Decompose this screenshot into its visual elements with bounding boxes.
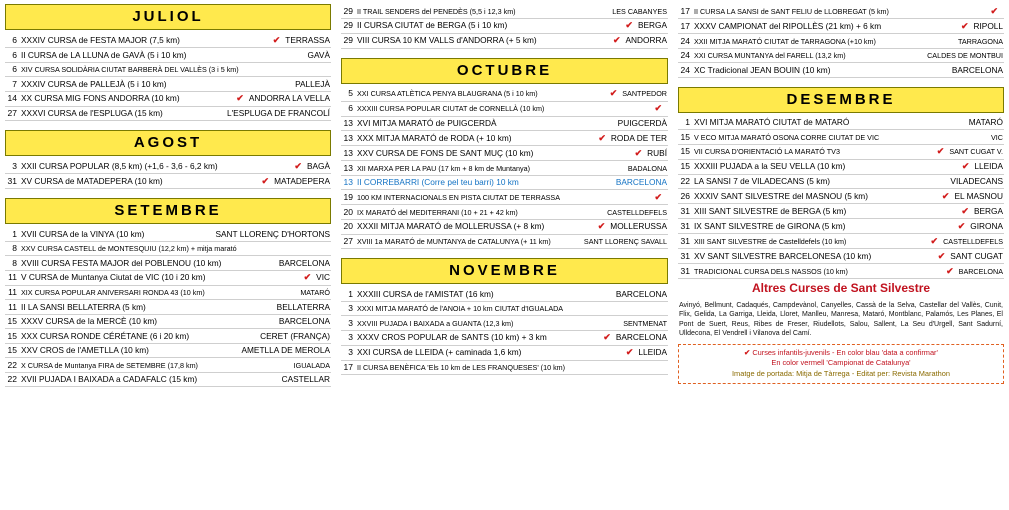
event-day: 3: [12, 160, 17, 171]
confirmed-tick-icon: ✔: [960, 20, 969, 31]
event-row[interactable]: [341, 346, 668, 361]
event-day: 5: [348, 88, 353, 98]
event-name: XXII MITJA MARATÓ CIUTAT de TARRAGONA (+10 km): [694, 36, 876, 46]
event-name: XXXIII PUJADA a la SEU VELLA (10 km): [694, 161, 846, 171]
event-name: XXVIII PUJADA I BAIXADA a GUANTA (12,3 km): [357, 318, 514, 328]
event-name: V CURSA de Muntanya Ciutat de VIC (10 i 20 km): [21, 272, 206, 282]
event-day: 20: [343, 206, 353, 217]
event-day: 31: [680, 205, 690, 216]
event-name: XVI MITJA MARATÓ de PUIGCERDÀ: [357, 118, 497, 128]
event-row[interactable]: [5, 48, 331, 63]
event-day: 11: [8, 272, 17, 282]
event-row[interactable]: [5, 227, 331, 242]
event-day: 3: [348, 332, 353, 342]
event-place: AMETLLA DE MEROLA: [241, 345, 330, 355]
event-day: 3: [348, 317, 353, 328]
event-place: BARCELONA: [615, 177, 667, 187]
event-row[interactable]: [341, 316, 668, 331]
event-name: XIII SANT SILVESTRE de BERGA (5 km): [694, 205, 847, 216]
event-place: BARCELONA: [278, 257, 330, 268]
event-name: XXI CURSA MUNTANYA del FARELL (13,2 km): [694, 51, 846, 60]
month-header-octubre: OCTUBRE: [341, 58, 668, 84]
event-day: 1: [12, 228, 17, 239]
event-name: XXXV CURSA de la MERCÈ (10 km): [21, 316, 158, 326]
column-3: [673, 0, 1009, 510]
confirmed-tick-icon: ✔: [634, 147, 643, 158]
event-place: CALDES DE MONTBUI: [927, 51, 1003, 60]
event-day: 6: [12, 49, 17, 60]
event-day: 15: [680, 146, 690, 156]
event-row[interactable]: [5, 77, 331, 92]
event-row[interactable]: [5, 33, 331, 48]
event-row[interactable]: [341, 331, 668, 346]
event-day: 27: [343, 236, 353, 246]
event-name: XX CURSA MIG FONS ANDORRA (10 km): [21, 93, 180, 103]
confirmed-tick-icon: ✔: [236, 93, 244, 103]
event-day: 6: [348, 103, 353, 113]
event-place: PUIGCERDÀ: [617, 118, 667, 128]
rows-octubre: [341, 87, 668, 250]
event-day: 3: [348, 303, 353, 313]
confirmed-tick-icon: ✔: [625, 347, 634, 357]
event-day: 22: [7, 374, 17, 384]
event-place: BARCELONA: [958, 266, 1003, 276]
event-day: 15: [680, 131, 690, 142]
event-place: RIPOLL: [973, 20, 1003, 31]
event-day: 13: [343, 132, 353, 143]
event-place: BARCELONA: [615, 288, 667, 299]
event-row[interactable]: [678, 49, 1004, 64]
section-header-altres-silvestre: Altres Curses de Sant Silvestre: [678, 279, 1004, 296]
event-name: XXII CURSA POPULAR (8,5 km) (+1,6 - 3,6 - 6,2 km): [21, 160, 218, 171]
event-day: 31: [680, 265, 690, 276]
event-row[interactable]: [678, 63, 1004, 78]
event-day: 29: [343, 5, 353, 16]
rows-novembre: [341, 287, 668, 375]
event-row[interactable]: [341, 161, 668, 176]
event-row[interactable]: [5, 256, 331, 271]
event-place: LES CABANYES: [612, 6, 667, 16]
event-name: II CORREBARRI (Corre pel teu barri) 10 km: [357, 177, 519, 187]
confirmed-tick-icon: ✔: [303, 272, 312, 282]
event-name: XXV CROS de l'AMETLLA (10 km): [21, 345, 149, 355]
event-day: 31: [680, 235, 690, 246]
confirmed-tick-icon: ✔: [654, 191, 662, 202]
event-name: XV SANT SILVESTRE BARCELONESA (10 km): [694, 250, 872, 261]
spacer: [341, 49, 668, 58]
event-row[interactable]: [5, 107, 331, 122]
column-2: [336, 0, 673, 510]
event-place: RUBÍ: [647, 147, 667, 158]
event-day: 29: [343, 20, 353, 30]
month-header-agost: AGOST: [5, 130, 331, 156]
event-place: L'ESPLUGA DE FRANCOLÍ: [226, 108, 330, 118]
event-day: 15: [7, 330, 17, 341]
rows-setembre-cont: [341, 4, 668, 49]
event-place: MATARÓ: [968, 117, 1003, 127]
event-day: 17: [343, 362, 353, 372]
event-name: XXX MITJA MARATÓ de RODA (+ 10 km): [357, 132, 512, 143]
legend-box: [678, 344, 1004, 385]
confirmed-tick-icon: ✔: [946, 265, 954, 276]
event-day: 14: [7, 93, 17, 103]
event-day: 22: [680, 176, 690, 186]
event-row[interactable]: [341, 302, 668, 317]
confirmed-tick-icon: ✔: [272, 34, 281, 45]
event-place: GIRONA: [970, 220, 1003, 231]
event-place: SANT LLORENÇ SAVALL: [583, 237, 667, 246]
altres-silvestre-text: Avinyó, Bellmunt, Cadaqués, Campdevànol, Canyelles, Cassà de la Selva, Castellar del Vallès, Cunit, Flix, Gelida, La Garriga, Lleida, Lloret, Manlleu, Manresa, Mataró, Montblanc, Palamós, Les Planes, El Pont de Suert, Reus, Ribes de Freser, Riudellots, Salou, Sallent, La Seu d'Urgell, Sant Sadurní, Ulldecona, El Vendrell i Vilanova del Camí.: [679, 302, 1003, 338]
event-name: XXXIV CURSA de FESTA MAJOR (7,5 km): [21, 34, 180, 45]
confirmed-tick-icon: ✔: [654, 103, 662, 113]
event-place: SENTMENAT: [623, 318, 667, 328]
event-place: BELLATERRA: [276, 301, 330, 312]
event-place: LLEIDA: [974, 161, 1003, 171]
event-row[interactable]: [5, 358, 331, 373]
event-place: MATADEPERA: [274, 175, 330, 186]
event-name: XXXIV CURSA de PALLEJÀ (5 i 10 km): [21, 78, 167, 89]
event-name: XIV CURSA SOLIDÀRIA CIUTAT BARBERÀ DEL VALLÈS (3 i 5 km): [21, 65, 239, 74]
event-place: SANT CUGAT V.: [949, 147, 1003, 156]
confirmed-tick-icon: ✔: [609, 88, 618, 98]
confirmed-tick-icon: ✔: [957, 220, 966, 231]
event-day: 13: [343, 118, 353, 128]
event-row[interactable]: [341, 117, 668, 132]
confirmed-tick-icon: ✔: [930, 235, 939, 246]
event-name: II CURSA BENÈFICA 'Els 10 km de LES FRANQUESES' (10 km): [357, 363, 566, 372]
event-day: 13: [343, 147, 353, 158]
confirmed-tick-icon: ✔: [744, 347, 751, 357]
event-row[interactable]: [341, 102, 668, 117]
event-day: 1: [348, 288, 353, 299]
confirmed-tick-icon: ✔: [936, 146, 945, 156]
event-row[interactable]: [678, 19, 1004, 34]
event-row[interactable]: [678, 175, 1004, 190]
event-place: SANT LLORENÇ D'HORTONS: [215, 228, 330, 239]
month-header-desembre: DESEMBRE: [678, 87, 1004, 113]
event-name: XXV CURSA CASTELL de MONTESQUIU (12,2 km) + mitja marató: [21, 244, 237, 253]
event-name: 100 KM INTERNACIONALS EN PISTA CIUTAT DE TERRASSA: [357, 192, 561, 202]
event-row[interactable]: [5, 92, 331, 107]
event-day: 3: [348, 347, 353, 357]
event-row[interactable]: [678, 189, 1004, 204]
event-row[interactable]: [678, 264, 1004, 279]
event-place: CASTELLDEFELS: [943, 236, 1003, 246]
event-row[interactable]: [678, 145, 1004, 160]
event-row[interactable]: [678, 204, 1004, 219]
event-day: 15: [7, 345, 17, 355]
event-place: BADALONA: [627, 163, 667, 173]
event-row[interactable]: [5, 242, 331, 257]
confirmed-tick-icon: ✔: [961, 161, 970, 171]
event-row[interactable]: [5, 344, 331, 359]
event-day: 27: [7, 108, 17, 118]
event-row[interactable]: [5, 159, 331, 174]
event-place: MOLLERUSSA: [610, 221, 667, 231]
confirmed-tick-icon: ✔: [941, 190, 950, 201]
event-row[interactable]: [5, 373, 331, 388]
event-place: SANT CUGAT: [950, 250, 1003, 261]
event-row[interactable]: [341, 19, 668, 34]
confirmed-tick-icon: ✔: [261, 175, 270, 186]
event-day: 15: [680, 161, 690, 171]
event-day: 11: [8, 287, 17, 297]
rows-agost: [5, 159, 331, 189]
event-place: TARRAGONA: [958, 36, 1003, 46]
legend-line-1-text: Curses infantils-juvenils - En color blau 'data a confirmar': [752, 347, 938, 357]
event-day: 22: [7, 359, 17, 370]
event-name: TRADICIONAL CURSA DELS NASSOS (10 km): [694, 266, 848, 276]
event-name: XII MARXA PER LA PAU (17 km + 8 km de Muntanya): [357, 163, 531, 173]
event-place: BERGA: [637, 20, 667, 30]
event-row[interactable]: [341, 4, 668, 19]
event-day: 19: [343, 191, 353, 202]
confirmed-tick-icon: ✔: [961, 205, 969, 216]
event-day: 8: [12, 257, 17, 268]
event-name: XIX CURSA POPULAR ANIVERSARI RONDA 43 (10 km): [21, 288, 205, 297]
event-day: 20: [343, 221, 353, 231]
event-name: X CURSA de Muntanya FIRA de SETEMBRE (17,8 km): [21, 360, 198, 370]
event-row[interactable]: [678, 34, 1004, 49]
event-row[interactable]: [341, 190, 668, 205]
event-row[interactable]: [341, 34, 668, 49]
event-day: 24: [680, 64, 690, 75]
event-name: IX MARATÓ del MEDITERRANI (10 + 21 + 42 km): [357, 207, 518, 217]
event-name: II TRAIL SENDERS del PENEDÈS (5,5 i 12,3 km): [357, 6, 516, 16]
month-header-novembre: NOVEMBRE: [341, 258, 668, 284]
event-name: XXI CURSA de LLEIDA (+ caminada 1,6 km): [357, 347, 522, 357]
legend-line-2: En color vermell 'Campionat de Catalunya': [771, 358, 911, 368]
event-place: TERRASSA: [285, 34, 330, 45]
event-row[interactable]: [341, 361, 668, 376]
event-row[interactable]: [341, 205, 668, 220]
event-place: RODA DE TER: [610, 132, 667, 143]
event-name: XVII PUJADA I BAIXADA a CADAFALC (15 km): [21, 374, 198, 384]
event-row[interactable]: [678, 116, 1004, 131]
event-day: 6: [12, 34, 17, 45]
event-day: 15: [7, 316, 17, 326]
event-day: 29: [343, 35, 353, 45]
event-day: 13: [343, 162, 353, 173]
event-place: CASTELLAR: [281, 374, 330, 384]
event-place: LLEIDA: [638, 347, 667, 357]
event-place: EL MASNOU: [954, 190, 1003, 201]
event-name: XXX CURSA RONDE CÉRÉTANE (6 i 20 km): [21, 330, 190, 341]
event-name: V ECO MITJA MARATÓ OSONA CORRE CIUTAT DE VIC: [694, 132, 880, 142]
event-day: 24: [680, 35, 690, 46]
event-place: VILADECANS: [950, 176, 1003, 186]
event-place: ANDORRA LA VELLA: [248, 93, 330, 103]
event-place: CERET (FRANÇA): [260, 330, 330, 341]
rows-setembre: [5, 227, 331, 387]
spacer: [678, 78, 1004, 87]
event-row[interactable]: [678, 249, 1004, 264]
event-day: 17: [680, 20, 690, 31]
event-row[interactable]: [5, 286, 331, 301]
event-day: 26: [680, 190, 690, 201]
event-name: XVII CURSA de la VINYA (10 km): [21, 228, 145, 239]
event-row[interactable]: [678, 160, 1004, 175]
event-place: BARCELONA: [951, 64, 1003, 75]
event-day: 1: [685, 117, 690, 127]
event-place: BERGA: [973, 205, 1003, 216]
event-place: MATARÓ: [300, 288, 330, 297]
event-name: XC Tradicional JEAN BOUIN (10 km): [694, 64, 831, 75]
spacer: [5, 189, 331, 198]
event-place: ANDORRA: [625, 35, 667, 45]
confirmed-tick-icon: ✔: [597, 221, 606, 231]
confirmed-tick-icon: ✔: [990, 5, 998, 16]
event-row[interactable]: [341, 235, 668, 250]
event-day: 7: [12, 78, 17, 89]
event-name: XXXIII CURSA de l'AMISTAT (16 km): [357, 288, 494, 299]
event-name: XXXI MITJA MARATÓ de l'ANOIA + 10 km CIUTAT d'IGUALADA: [357, 304, 564, 313]
event-row[interactable]: [341, 146, 668, 161]
event-place: VIC: [991, 132, 1003, 142]
event-row[interactable]: [5, 315, 331, 330]
event-name: II CURSA de LA LLUNA de GAVÀ (5 i 10 km): [21, 49, 187, 60]
event-place: PALLEJÀ: [295, 78, 330, 89]
event-name: XXXV CAMPIONAT del RIPOLLÈS (21 km) + 6 km: [694, 20, 882, 31]
event-row[interactable]: [678, 219, 1004, 234]
confirmed-tick-icon: ✔: [937, 250, 946, 261]
legend-line-1: [683, 348, 999, 359]
event-name: XVIII CURSA FESTA MAJOR del POBLENOU (10 km): [21, 257, 222, 268]
event-row[interactable]: [678, 130, 1004, 145]
event-row[interactable]: [5, 271, 331, 286]
event-row[interactable]: [5, 329, 331, 344]
event-name: II CURSA LA SANSI de SANT FELIU de LLOBREGAT (5 km): [694, 6, 889, 16]
event-name: XIII SANT SILVESTRE de Castelldefels (10 km): [694, 236, 847, 246]
event-name: IX SANT SILVESTRE de GIRONA (5 km): [694, 220, 846, 231]
event-day: 17: [680, 5, 690, 16]
event-name: XXXVI CURSA de l'ESPLUGA (15 km): [21, 108, 163, 118]
event-name: II LA SANSI BELLATERRA (5 km): [21, 301, 146, 312]
event-row[interactable]: [5, 63, 331, 78]
event-row[interactable]: [341, 87, 668, 102]
confirmed-tick-icon: ✔: [598, 132, 606, 143]
confirmed-tick-icon: ✔: [603, 332, 611, 342]
event-name: XVI MITJA MARATÓ CIUTAT de MATARÓ: [694, 117, 850, 127]
event-place: BAGÀ: [306, 160, 330, 171]
event-name: XXI CURSA ATLÈTICA PENYA BLAUGRANA (5 i 10 km): [357, 89, 538, 98]
event-place: BARCELONA: [615, 332, 667, 342]
event-place: SANTPEDOR: [622, 89, 667, 98]
event-name: XXV CURSA DE FONS DE SANT MUÇ (10 km): [357, 147, 534, 158]
event-row[interactable]: [5, 300, 331, 315]
rows-novembre-cont: [678, 4, 1004, 78]
event-row[interactable]: [5, 174, 331, 189]
column-1: [0, 0, 336, 510]
event-place: IGUALADA: [293, 360, 330, 370]
month-header-juliol: JULIOL: [5, 4, 331, 30]
event-day: 6: [12, 64, 17, 74]
event-day: 24: [680, 50, 690, 60]
event-name: XXXV CROS POPULAR de SANTS (10 km) + 3 km: [357, 332, 547, 342]
event-name: II CURSA CIUTAT de BERGA (5 i 10 km): [357, 20, 508, 30]
event-row[interactable]: [341, 131, 668, 146]
event-row[interactable]: [341, 220, 668, 235]
event-name: XXXIV SANT SILVESTRE del MASNOU (5 km): [694, 190, 868, 201]
spacer: [341, 249, 668, 258]
event-day: 11: [8, 301, 17, 312]
event-place: BARCELONA: [278, 316, 330, 326]
event-day: 31: [7, 175, 17, 186]
event-row[interactable]: [341, 287, 668, 302]
month-header-setembre: SETEMBRE: [5, 198, 331, 224]
spacer: [5, 121, 331, 130]
event-name: XV CURSA de MATADEPERA (10 km): [21, 175, 163, 186]
event-day: 8: [12, 243, 17, 253]
event-name: XXXII MITJA MARATÓ de MOLLERUSSA (+ 8 km): [357, 221, 545, 231]
event-day: 31: [680, 220, 690, 231]
event-day: 31: [680, 250, 690, 261]
event-day: 13: [343, 177, 353, 187]
event-row[interactable]: [678, 234, 1004, 249]
event-name: LA SANSI 7 de VILADECANS (5 km): [694, 176, 831, 186]
event-place: VIC: [316, 272, 330, 282]
event-row[interactable]: [678, 4, 1004, 19]
event-place: CASTELLDEFELS: [607, 207, 667, 217]
event-name: VII CURSA D'ORIENTACIÓ LA MARATÓ TV3: [694, 147, 840, 156]
rows-juliol: [5, 33, 331, 121]
event-name: XVIII 1a MARATÓ de MUNTANYA de CATALUNYA (+ 11 km): [357, 237, 551, 246]
rows-desembre: [678, 116, 1004, 280]
confirmed-tick-icon: ✔: [625, 20, 633, 30]
legend-line-3: Imatge de portada: Mitja de Tàrrega - Editat per: Revista Marathon: [732, 368, 950, 378]
confirmed-tick-icon: ✔: [612, 35, 621, 45]
event-place: GAVÀ: [307, 49, 330, 60]
event-name: VIII CURSA 10 KM VALLS d'ANDORRA (+ 5 km): [357, 35, 537, 45]
event-row[interactable]: [341, 176, 668, 191]
confirmed-tick-icon: ✔: [294, 160, 302, 171]
event-name: XXXIII CURSA POPULAR CIUTAT de CORNELLÀ (10 km): [357, 104, 545, 113]
